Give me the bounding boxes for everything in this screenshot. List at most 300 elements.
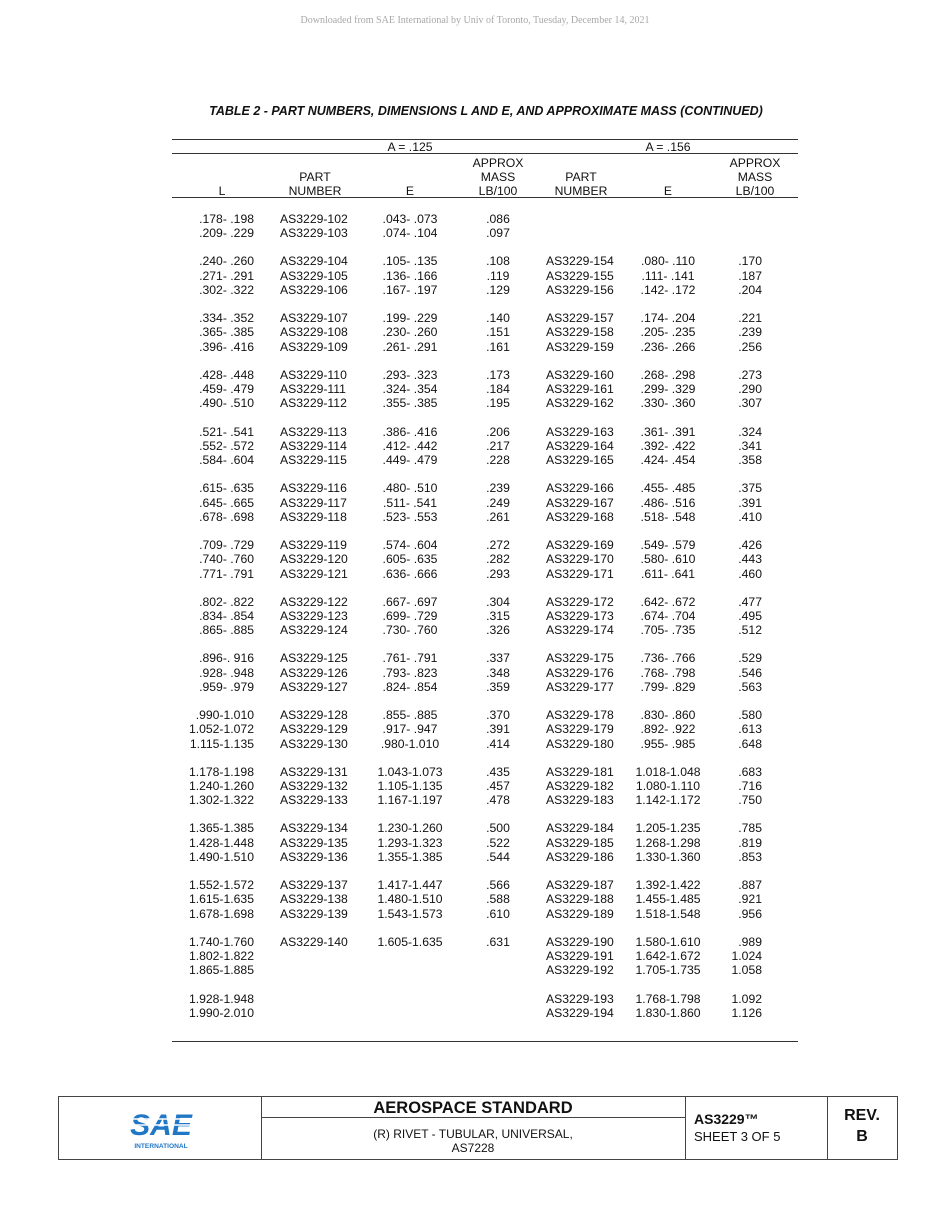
cell-mass-a156: .887 [738,878,762,893]
cell-mass-a125: .588 [486,892,510,907]
cell-l: .959- .979 [199,679,254,694]
cell-part-number-a125: AS3229-116 [280,481,347,496]
cell-e-a156: .549- .579 [640,537,696,552]
cell-e-a125: .412- .442 [382,438,438,453]
cell-l: 1.928-1.948 [188,991,254,1006]
cell-l: .271- .291 [199,268,254,283]
cell-mass-a125: .272 [486,537,510,552]
cell-mass-a156: .956 [738,906,762,921]
standard-type: AEROSPACE STANDARD [373,1099,573,1117]
cell-part-number-a125: AS3229-104 [280,254,348,269]
cell-l: .302- .322 [199,283,254,297]
cell-part-number-a125: AS3229-134 [280,821,348,836]
cell-part-number-a125: AS3229-120 [280,552,348,567]
revision [827,1105,897,1147]
cell-part-number-a156: AS3229-169 [546,537,614,552]
col-header-mass-2: MASS [737,170,773,184]
cell-mass-a156: .477 [738,594,762,609]
header-divider-rule [172,153,798,154]
cell-mass-a156: .512 [738,623,762,638]
cell-mass-a125: .326 [486,623,510,638]
cell-part-number-a156: AS3229-161 [546,382,614,397]
cell-e-a125: .980-1.010 [380,736,440,751]
cell-e-a156: .768- .798 [640,665,696,680]
cell-e-a125: 1.480-1.510 [377,892,443,907]
cell-e-a156: 1.330-1.360 [635,850,701,864]
cell-mass-a156: .819 [738,835,762,850]
description-line-2: AS7228 [451,1141,495,1155]
cell-mass-a125: .522 [486,835,510,850]
cell-mass-a125: .315 [486,608,510,623]
cell-e-a125: .574- .604 [382,537,438,552]
cell-part-number-a125: AS3229-126 [280,665,348,680]
cell-e-a156: .736- .766 [640,651,696,666]
cell-mass-a125: .304 [486,594,510,609]
cell-part-number-a156: AS3229-185 [546,835,614,850]
download-note: Downloaded from SAE International by Univ of Toronto, Tuesday, December 14, 2021 [300,15,650,26]
cell-part-number-a125: AS3229-130 [280,736,348,751]
cell-part-number-a156: AS3229-159 [546,339,614,354]
cell-mass-a156: .410 [738,509,762,524]
cell-e-a156: 1.142-1.172 [635,793,701,808]
cell-part-number-a156: AS3229-158 [546,325,614,340]
cell-part-number-a156: AS3229-174 [546,623,614,638]
cell-mass-a156: .683 [738,764,762,779]
cell-e-a156: .486- .516 [640,495,696,510]
cell-part-number-a125: AS3229-117 [280,495,347,510]
cell-mass-a156: .716 [738,779,762,793]
cell-l: .990-1.010 [195,708,254,722]
cell-mass-a125: .206 [486,424,510,439]
cell-part-number-a125: AS3229-128 [280,708,348,722]
cell-e-a156: .205- .235 [640,325,696,340]
cell-mass-a125: .228 [486,453,510,468]
cell-e-a125: 1.605-1.635 [377,934,443,949]
cell-mass-a156: 1.024 [731,949,762,964]
cell-e-a125: .136- .166 [382,268,438,283]
cell-mass-a125: .337 [486,651,510,666]
cell-e-a125: .074- .104 [382,226,438,241]
cell-e-a125: .523- .553 [382,509,438,524]
cell-part-number-a125: AS3229-112 [280,396,347,411]
cell-part-number-a156: AS3229-162 [546,396,614,411]
cell-part-number-a156: AS3229-154 [546,254,614,269]
group-header-a125: A = .125 [387,140,433,154]
cell-part-number-a125: AS3229-103 [280,226,348,241]
cell-e-a156: .892- .922 [640,722,696,737]
cell-mass-a156: .495 [738,608,762,623]
cell-part-number-a156: AS3229-190 [546,934,614,949]
table-top-rule [172,139,798,140]
cell-part-number-a125: AS3229-123 [280,608,348,623]
cell-mass-a156: .187 [738,268,762,283]
cell-l: .428- .448 [199,367,254,382]
cell-mass-a156: .785 [738,821,762,836]
cell-part-number-a156: AS3229-172 [546,594,614,609]
cell-mass-a125: .348 [486,665,510,680]
cell-e-a156: .392- .422 [640,438,696,453]
col-header-e-2: E [663,184,673,198]
cell-mass-a125: .217 [486,438,510,453]
cell-l: .802- .822 [199,594,254,609]
cell-l: .615- .635 [199,481,254,496]
cell-l: 1.802-1.822 [188,949,254,964]
cell-l: 1.178-1.198 [188,764,254,779]
document-description [261,1127,685,1155]
cell-part-number-a125: AS3229-109 [280,339,348,354]
cell-e-a156: .236- .266 [640,339,696,354]
cell-l: 1.678-1.698 [188,906,254,921]
cell-mass-a125: .293 [486,566,510,581]
cell-e-a125: .199- .229 [382,311,438,326]
cell-mass-a156: .221 [738,311,762,326]
cell-l: .928- .948 [199,665,254,680]
cell-e-a156: 1.080-1.110 [635,779,701,793]
cell-e-a156: 1.642-1.672 [635,949,701,964]
cell-mass-a125: .370 [486,708,510,722]
cell-mass-a156: 1.092 [731,991,762,1006]
cell-l: .771- .791 [199,566,254,581]
cell-mass-a125: .097 [486,226,510,241]
cell-part-number-a125: AS3229-118 [280,509,347,524]
cell-part-number-a125: AS3229-129 [280,722,348,737]
cell-e-a156: .142- .172 [640,283,696,297]
cell-e-a125: 1.230-1.260 [377,821,443,836]
cell-e-a125: 1.043-1.073 [377,764,443,779]
cell-part-number-a156: AS3229-171 [546,566,614,581]
cell-part-number-a125: AS3229-140 [280,934,348,949]
cell-mass-a125: .195 [486,396,510,411]
cell-part-number-a156: AS3229-170 [546,552,614,567]
cell-mass-a156: .204 [738,283,762,297]
cell-e-a156: .674- .704 [640,608,696,623]
description-line-1: (R) RIVET - TUBULAR, UNIVERSAL, [373,1127,573,1141]
cell-part-number-a156: AS3229-187 [546,878,614,893]
cell-e-a125: .355- .385 [382,396,438,411]
cell-e-a156: 1.830-1.860 [635,1005,701,1020]
cell-part-number-a156: AS3229-191 [546,949,614,964]
col-header-approx-1: APPROX [472,156,524,170]
cell-part-number-a156: AS3229-189 [546,906,614,921]
cell-l: .552- .572 [199,438,254,453]
cell-part-number-a125: AS3229-122 [280,594,348,609]
cell-part-number-a125: AS3229-115 [280,453,347,468]
cell-l: .709- .729 [199,537,254,552]
cell-mass-a125: .261 [486,509,510,524]
table-title: TABLE 2 - PART NUMBERS, DIMENSIONS L AND E, AND APPROXIMATE MASS (CONTINUED) [209,104,763,118]
cell-mass-a125: .478 [486,793,510,808]
col-header-number-1: NUMBER [288,184,342,198]
cell-e-a156: 1.768-1.798 [635,991,701,1006]
cell-part-number-a156: AS3229-184 [546,821,614,836]
cell-mass-a125: .129 [486,283,510,297]
cell-e-a125: 1.355-1.385 [377,850,443,864]
cell-mass-a125: .161 [486,339,510,354]
cell-mass-a156: .563 [738,679,762,694]
col-header-lb100-2: LB/100 [735,184,775,198]
cell-part-number-a125: AS3229-131 [280,764,348,779]
title-block-divider-2 [685,1097,686,1159]
cell-e-a156: .361- .391 [640,424,696,439]
cell-e-a156: .111- .141 [641,268,695,283]
cell-mass-a156: .853 [738,850,762,864]
cell-e-a156: .611- .641 [641,566,695,581]
cell-mass-a125: .119 [486,268,510,283]
cell-part-number-a125: AS3229-139 [280,906,348,921]
cell-part-number-a156: AS3229-192 [546,963,614,978]
sae-logo-subtext: INTERNATIONAL [134,1143,188,1150]
cell-mass-a156: 1.126 [731,1005,762,1020]
sae-logo-text: SAE [130,1109,192,1142]
cell-part-number-a156: AS3229-160 [546,367,614,382]
cell-part-number-a125: AS3229-108 [280,325,348,340]
cell-l: .865- .885 [199,623,254,638]
cell-e-a156: .799- .829 [640,679,696,694]
cell-mass-a156: .580 [738,708,762,722]
cell-l: .490- .510 [199,396,254,411]
cell-e-a156: .830- .860 [640,708,696,722]
cell-mass-a125: .500 [486,821,510,836]
cell-part-number-a156: AS3229-179 [546,722,614,737]
cell-mass-a125: .391 [486,722,510,737]
cell-e-a125: .824- .854 [382,679,438,694]
group-header-a156: A = .156 [645,140,691,154]
cell-mass-a156: .239 [738,325,762,340]
cell-e-a125: .730- .760 [382,623,438,638]
cell-mass-a156: .391 [738,495,762,510]
cell-e-a125: .917- .947 [382,722,438,737]
cell-e-a125: 1.293-1.323 [377,835,443,850]
cell-l: .459- .479 [199,382,254,397]
revision-label: REV. [844,1107,880,1124]
cell-mass-a125: .108 [486,254,510,269]
cell-mass-a156: .750 [738,793,762,808]
cell-part-number-a156: AS3229-186 [546,850,614,864]
cell-e-a156: 1.705-1.735 [635,963,701,978]
cell-e-a156: .642- .672 [640,594,696,609]
cell-mass-a125: .544 [486,850,510,864]
cell-e-a125: .667- .697 [382,594,438,609]
cell-part-number-a125: AS3229-133 [280,793,348,808]
cell-l: .396- .416 [199,339,254,354]
cell-mass-a156: .921 [738,892,762,907]
cell-mass-a125: .631 [486,934,510,949]
cell-mass-a156: .341 [738,438,762,453]
cell-e-a125: 1.105-1.135 [377,779,443,793]
col-header-e-1: E [405,184,415,198]
cell-part-number-a125: AS3229-135 [280,835,348,850]
cell-part-number-a125: AS3229-106 [280,283,348,297]
cell-l: .740- .760 [199,552,254,567]
cell-e-a156: .299- .329 [640,382,696,397]
cell-l: 1.365-1.385 [188,821,254,836]
revision-value: B [856,1128,868,1145]
cell-e-a156: 1.205-1.235 [635,821,701,836]
cell-part-number-a125: AS3229-107 [280,311,348,326]
sheet-number: SHEET 3 OF 5 [694,1129,781,1144]
cell-part-number-a156: AS3229-193 [546,991,614,1006]
cell-part-number-a125: AS3229-113 [280,424,347,439]
cell-e-a125: .261- .291 [382,339,438,354]
cell-mass-a125: .239 [486,481,510,496]
cell-part-number-a125: AS3229-125 [280,651,348,666]
cell-mass-a156: .256 [738,339,762,354]
cell-mass-a125: .086 [486,212,510,226]
cell-e-a125: .230- .260 [382,325,438,340]
cell-part-number-a156: AS3229-155 [546,268,614,283]
cell-e-a156: 1.018-1.048 [635,764,701,779]
cell-l: .334- .352 [199,311,254,326]
document-number: AS3229™ [694,1111,759,1127]
cell-part-number-a125: AS3229-138 [280,892,348,907]
col-header-l: L [218,184,226,198]
cell-mass-a125: .282 [486,552,510,567]
cell-l: .645- .665 [199,495,254,510]
cell-part-number-a156: AS3229-163 [546,424,614,439]
cell-l: 1.052-1.072 [188,722,254,737]
title-block-hline [261,1117,685,1118]
cell-part-number-a156: AS3229-188 [546,892,614,907]
cell-e-a156: 1.518-1.548 [635,906,701,921]
cell-mass-a125: .173 [486,367,510,382]
cell-e-a125: .605- .635 [382,552,438,567]
cell-e-a156: 1.455-1.485 [635,892,701,907]
cell-mass-a125: .457 [486,779,510,793]
cell-mass-a156: .273 [738,367,762,382]
cell-l: 1.615-1.635 [188,892,254,907]
cell-part-number-a156: AS3229-164 [546,438,614,453]
cell-part-number-a125: AS3229-137 [280,878,348,893]
cell-l: 1.115-1.135 [189,736,254,751]
cell-mass-a125: .435 [486,764,510,779]
cell-l: .521- .541 [199,424,254,439]
cell-l: .834- .854 [199,608,254,623]
cell-part-number-a156: AS3229-157 [546,311,614,326]
cell-part-number-a156: AS3229-168 [546,509,614,524]
cell-e-a125: .793- .823 [382,665,438,680]
cell-mass-a156: .290 [738,382,762,397]
cell-l: 1.240-1.260 [188,779,254,793]
col-header-part-1: PART [299,170,331,184]
cell-e-a156: .268- .298 [640,367,696,382]
cell-e-a156: .080- .110 [641,254,695,269]
cell-mass-a156: .170 [738,254,762,269]
cell-mass-a156: .546 [738,665,762,680]
cell-e-a125: 1.167-1.197 [377,793,443,808]
cell-part-number-a156: AS3229-180 [546,736,614,751]
cell-mass-a156: .529 [738,651,762,666]
cell-part-number-a156: AS3229-181 [546,764,614,779]
cell-mass-a156: .375 [738,481,762,496]
cell-l: .584- .604 [199,453,254,468]
cell-mass-a125: .151 [486,325,510,340]
cell-mass-a125: .610 [486,906,510,921]
cell-mass-a125: .249 [486,495,510,510]
cell-e-a125: 1.417-1.447 [377,878,443,893]
cell-l: 1.428-1.448 [188,835,254,850]
sae-logo [125,1105,197,1153]
title-block [58,1096,898,1160]
cell-part-number-a156: AS3229-167 [546,495,614,510]
col-header-mass-1: MASS [480,170,516,184]
cell-part-number-a125: AS3229-121 [280,566,348,581]
cell-mass-a125: .566 [486,878,510,893]
cell-part-number-a156: AS3229-194 [546,1005,614,1020]
cell-part-number-a125: AS3229-136 [280,850,348,864]
cell-e-a125: .386- .416 [382,424,438,439]
cell-l: 1.865-1.885 [188,963,254,978]
cell-mass-a125: .140 [486,311,510,326]
cell-part-number-a125: AS3229-102 [280,212,348,226]
col-header-approx-2: APPROX [729,156,781,170]
cell-part-number-a125: AS3229-110 [280,367,347,382]
cell-part-number-a125: AS3229-127 [280,679,348,694]
cell-e-a125: .043- .073 [382,212,438,226]
table-bottom-rule [172,1041,798,1042]
cell-part-number-a156: AS3229-165 [546,453,614,468]
cell-e-a156: .330- .360 [640,396,696,411]
cell-part-number-a156: AS3229-183 [546,793,614,808]
cell-part-number-a156: AS3229-182 [546,779,614,793]
cell-mass-a156: .324 [738,424,762,439]
cell-e-a125: .636- .666 [382,566,438,581]
cell-mass-a156: .307 [738,396,762,411]
cell-e-a156: 1.268-1.298 [635,835,701,850]
cell-l: .678- .698 [199,509,254,524]
cell-e-a125: .855- .885 [382,708,438,722]
col-header-number-2: NUMBER [554,184,608,198]
cell-mass-a125: .414 [486,736,510,751]
cell-e-a125: .480- .510 [382,481,438,496]
cell-mass-a156: .426 [738,537,762,552]
cell-part-number-a156: AS3229-175 [546,651,614,666]
cell-e-a125: .511- .541 [383,495,437,510]
col-header-part-2: PART [565,170,597,184]
cell-l: 1.552-1.572 [188,878,254,893]
cell-e-a156: .174- .204 [640,311,696,326]
cell-part-number-a125: AS3229-132 [280,779,348,793]
cell-mass-a156: 1.058 [731,963,762,978]
cell-e-a156: 1.392-1.422 [635,878,701,893]
cell-mass-a156: .989 [738,934,762,949]
cell-part-number-a125: AS3229-111 [280,382,346,397]
cell-part-number-a156: AS3229-176 [546,665,614,680]
cell-part-number-a125: AS3229-114 [280,438,347,453]
cell-e-a125: .449- .479 [382,453,438,468]
cell-e-a125: .293- .323 [382,367,438,382]
cell-e-a156: .424- .454 [640,453,696,468]
cell-mass-a156: .613 [738,722,762,737]
cell-mass-a125: .359 [486,679,510,694]
cell-mass-a156: .648 [738,736,762,751]
cell-e-a125: .105- .135 [382,254,438,269]
cell-l: 1.740-1.760 [188,934,254,949]
cell-part-number-a125: AS3229-105 [280,268,348,283]
cell-part-number-a156: AS3229-173 [546,608,614,623]
cell-l: 1.490-1.510 [188,850,254,864]
cell-l: .178- .198 [199,212,254,226]
cell-mass-a156: .358 [738,453,762,468]
cell-l: .209- .229 [199,226,254,241]
cell-mass-a156: .460 [738,566,762,581]
cell-e-a125: .761- .791 [382,651,438,666]
cell-e-a156: .955- .985 [640,736,696,751]
cell-e-a125: .699- .729 [382,608,438,623]
cell-l: .365- .385 [199,325,254,340]
cell-e-a156: .518- .548 [640,509,696,524]
col-header-lb100-1: LB/100 [478,184,518,198]
cell-e-a125: .324- .354 [382,382,438,397]
